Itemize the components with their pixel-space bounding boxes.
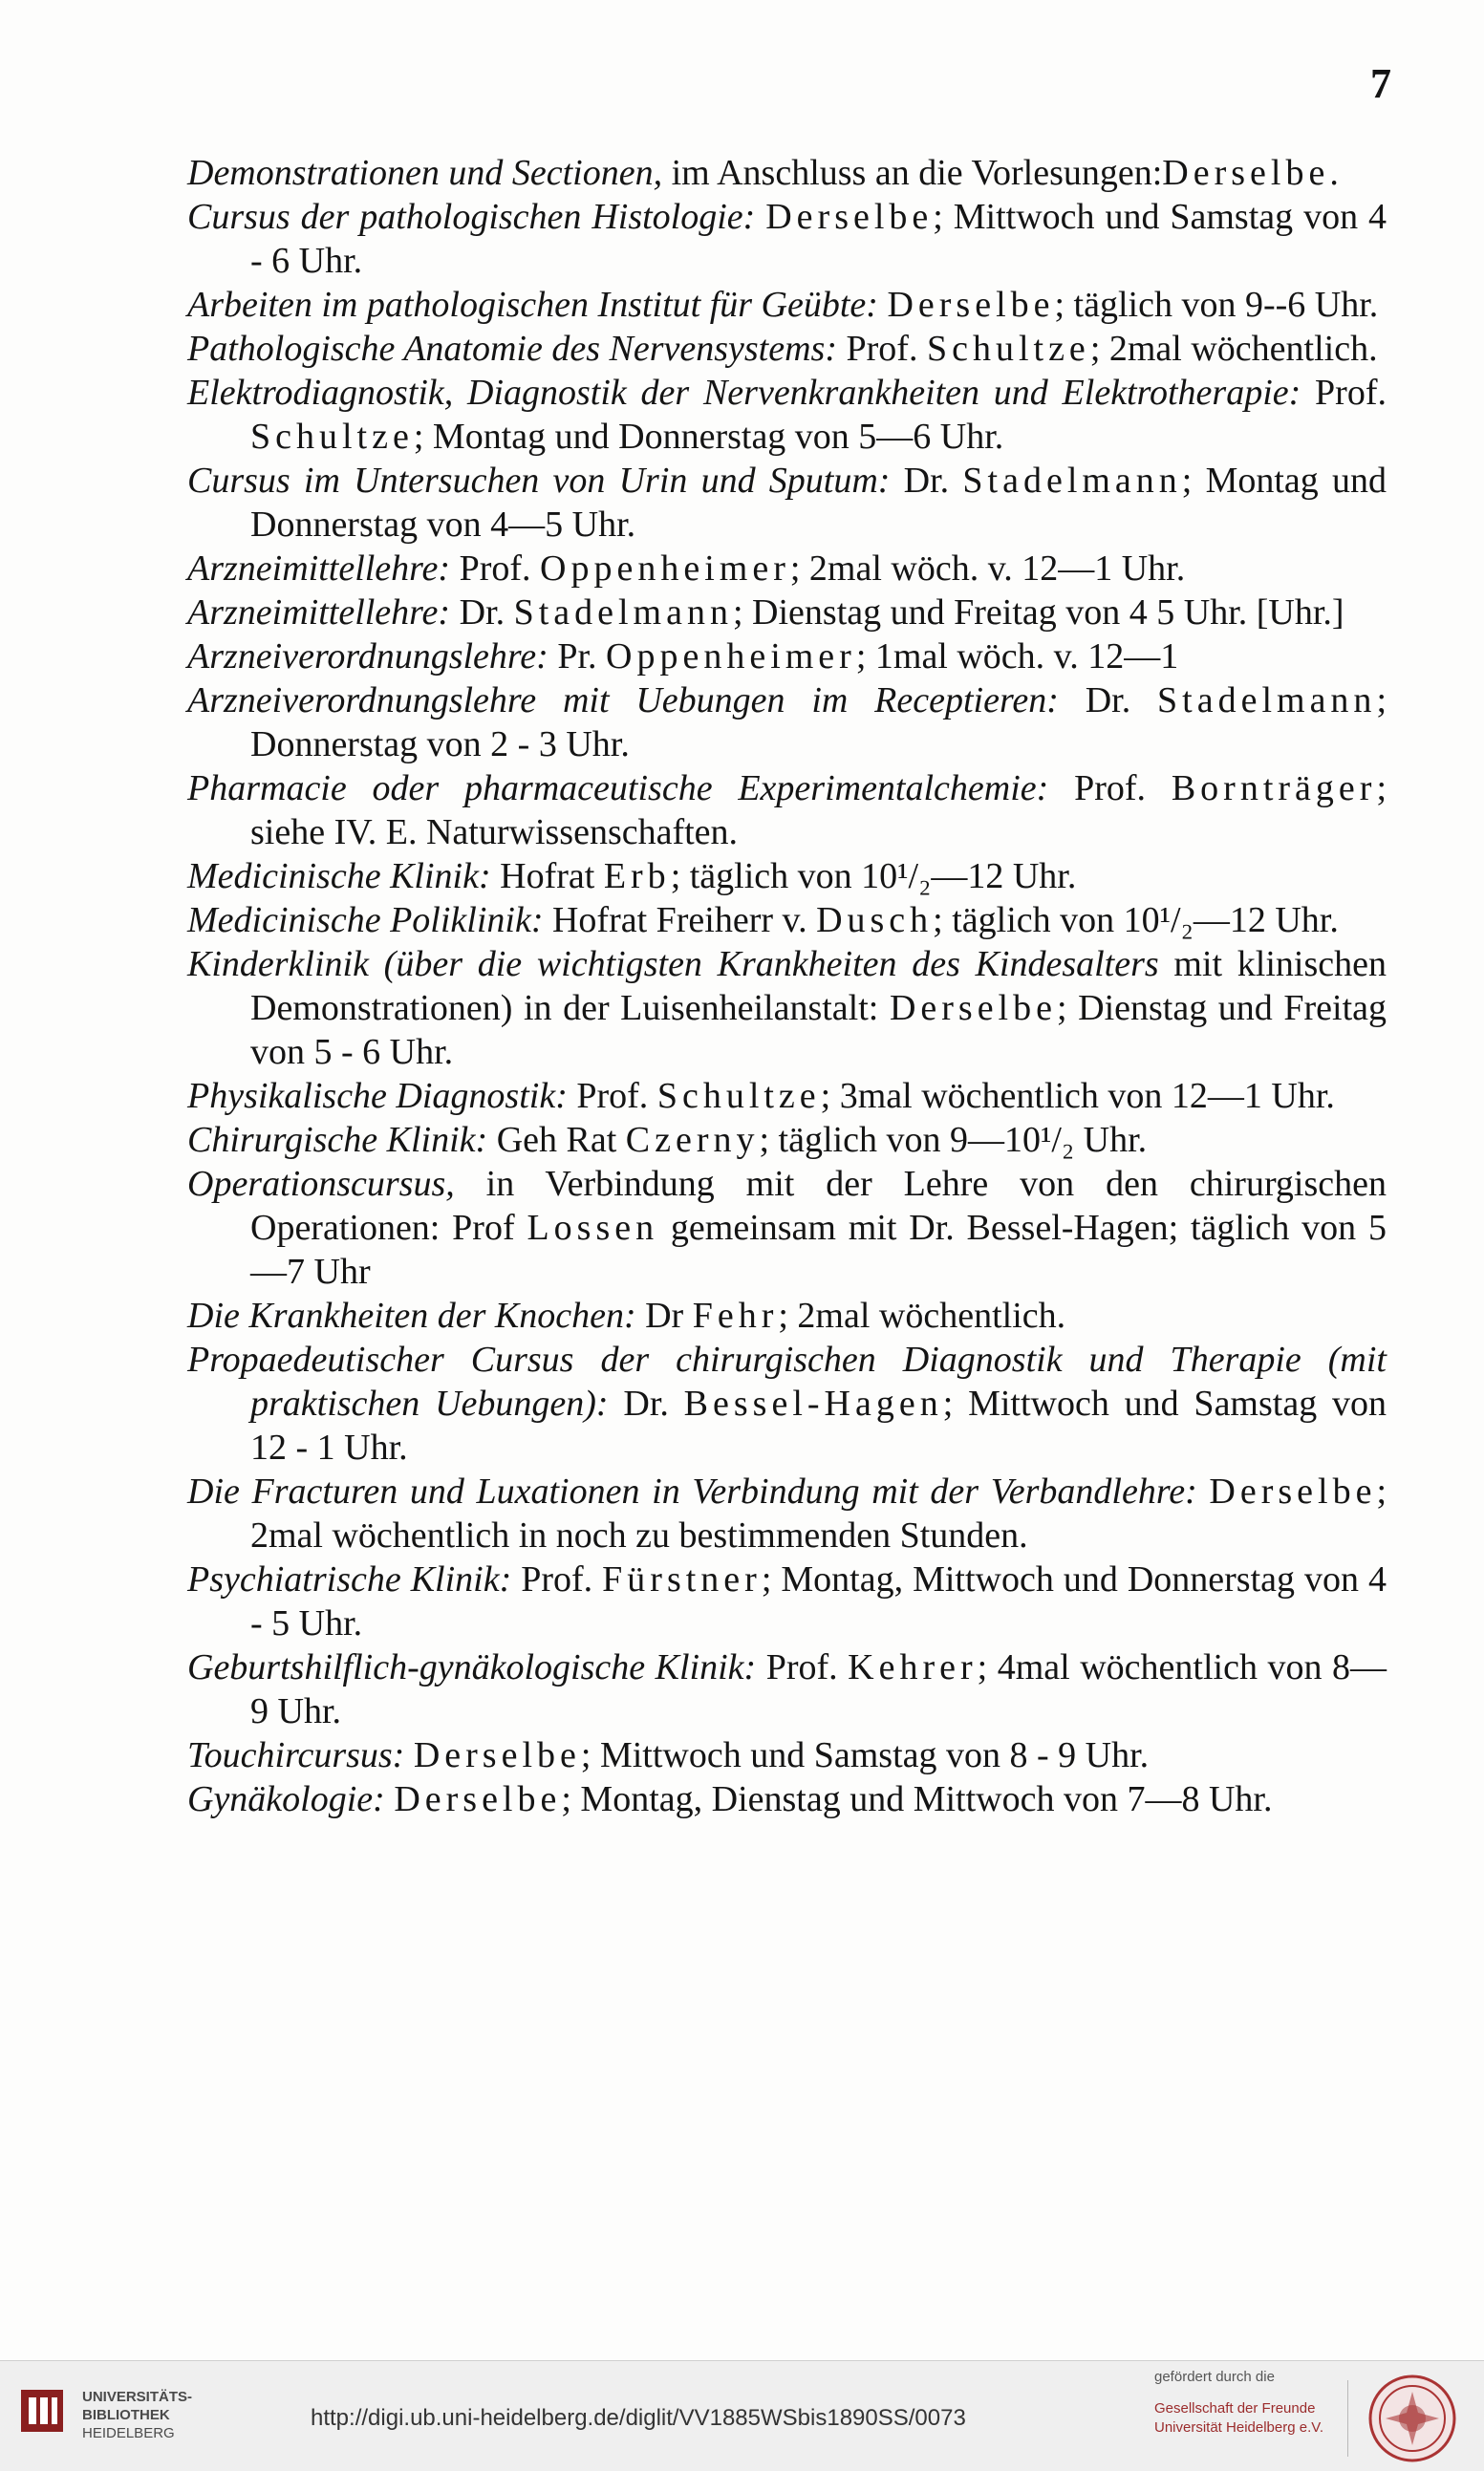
lecture-entry — [187, 1733, 1387, 1777]
lecture-schedule: ; 2mal wöchentlich. — [778, 1296, 1066, 1336]
lecture-text: Prof. — [450, 548, 541, 589]
lecture-entry — [187, 371, 1387, 459]
lecture-schedule: ; Mittwoch und Samstag von 12 - 1 Uhr. — [250, 1384, 1387, 1468]
lecturer-name: Schultze — [926, 329, 1090, 369]
lecture-text: im Anschluss an die Vorlesungen: — [662, 153, 1163, 193]
lecture-text — [385, 1779, 395, 1819]
lecture-text: mit klinischen Demonstrationen) in der Luisenheilanstalt: — [250, 944, 1387, 1028]
lecture-entry — [187, 766, 1387, 854]
lecture-entry — [187, 898, 1387, 942]
lecture-schedule: ; Montag, Mittwoch und Donnerstag von 4 - 5 Uhr. — [250, 1559, 1387, 1644]
lecture-schedule: ; täglich von 10¹/₂—12 Uhr. — [933, 900, 1339, 940]
lecture-schedule: ; Montag und Donnerstag von 4—5 Uhr. — [250, 461, 1387, 545]
lecture-text: Hofrat Freiherr v. — [543, 900, 817, 940]
lecture-text: Prof. — [837, 329, 927, 369]
lecture-text — [404, 1735, 414, 1775]
lecture-entry — [187, 854, 1387, 898]
lecture-schedule: ; Montag und Donnerstag von 5—6 Uhr. — [413, 417, 1004, 457]
lecture-title: Arzneiverordnungslehre mit Uebungen im Receptieren: — [187, 680, 1059, 720]
sponsor-name — [1154, 2399, 1323, 2438]
lecture-text: Prof. — [1048, 768, 1172, 808]
lecture-schedule: ; 2mal wöchentlich. — [1089, 329, 1378, 369]
lecturer-name: Kehrer — [848, 1647, 978, 1687]
lecture-title: Psychiatrische Klinik: — [187, 1559, 512, 1600]
library-logo-icon — [19, 2388, 65, 2434]
lecture-schedule: ; siehe IV. E. Naturwissenschaften. — [250, 768, 1387, 852]
lecture-title: Cursus im Untersuchen von Urin und Sputum: — [187, 461, 891, 501]
lecturer-name: Lossen — [527, 1208, 659, 1248]
lecture-entry — [187, 1558, 1387, 1645]
lecture-title: Propaedeutischer Cursus der chirurgischen Diagnostik und Therapie (mit praktischen Uebungen): — [187, 1340, 1387, 1424]
lecture-schedule: ; 2mal wöch. v. 12—1 Uhr. — [789, 548, 1186, 589]
lecture-entry — [187, 1294, 1387, 1338]
lecture-title: Operationscursus, — [187, 1164, 455, 1204]
lecture-text: in Verbindung mit der Lehre von den chirurgischen Operationen: Prof — [250, 1164, 1387, 1248]
lecturer-name: Schultze — [250, 417, 414, 457]
lecture-text: Dr. — [890, 461, 963, 501]
lecture-text: Dr. — [608, 1384, 684, 1424]
lecture-text: Dr. — [1058, 680, 1158, 720]
lecture-entry — [187, 547, 1387, 591]
lecture-schedule: ; Donnerstag von 2 - 3 Uhr. — [250, 680, 1387, 764]
lecture-title: Elektrodiagnostik, Diagnostik der Nervenkrankheiten und Elektrotherapie: — [187, 373, 1301, 413]
lecture-entry — [187, 459, 1387, 547]
lecturer-name: Derselbe — [765, 197, 934, 237]
lecture-entry — [187, 1777, 1387, 1821]
lecture-schedule: ; Mittwoch und Samstag von 4 - 6 Uhr. — [250, 197, 1387, 281]
page-number: 7 — [1370, 60, 1391, 107]
lecture-schedule: ; Montag, Dienstag und Mittwoch von 7—8 Uhr. — [561, 1779, 1273, 1819]
lecture-title: Arbeiten im pathologischen Institut für Geübte: — [187, 285, 878, 325]
lecturer-name: Derselbe — [394, 1779, 562, 1819]
lecture-text — [1197, 1472, 1210, 1512]
lecturer-name: Stadelmann — [962, 461, 1182, 501]
footer-bar — [0, 2360, 1484, 2471]
lecture-title: Arzneimittellehre: — [187, 592, 451, 633]
lecture-entry — [187, 327, 1387, 371]
lecture-text: Geh Rat — [487, 1120, 626, 1160]
university-seal-icon — [1368, 2374, 1456, 2462]
lecture-title: Medicinische Klinik: — [187, 856, 491, 896]
library-name — [82, 2388, 192, 2442]
lecturer-name: Derselbe — [413, 1735, 581, 1775]
lecture-schedule: ; Mittwoch und Samstag von 8 - 9 Uhr. — [580, 1735, 1150, 1775]
lecture-schedule: ; Dienstag und Freitag von 4 5 Uhr. [Uhr.] — [732, 592, 1344, 633]
lecturer-name: Fürstner — [602, 1559, 762, 1600]
lecture-title: Die Krankheiten der Knochen: — [187, 1296, 636, 1336]
lecture-schedule: ; 1mal wöch. v. 12—1 — [855, 636, 1179, 677]
lecture-text: Prof. — [756, 1647, 849, 1687]
lecture-entry — [187, 283, 1387, 327]
sponsor-name-line1: Gesellschaft der Freunde — [1154, 2400, 1316, 2417]
lecture-title: Arzneiverordnungslehre: — [187, 636, 548, 677]
lecture-schedule: ; täglich von 9--6 Uhr. — [1054, 285, 1379, 325]
lecture-text: Dr. — [450, 592, 514, 633]
lecture-entry — [187, 1338, 1387, 1470]
footer-divider — [1347, 2380, 1348, 2457]
lecture-schedule: ; täglich von 10¹/₂—12 Uhr. — [670, 856, 1077, 896]
lecture-schedule: ; 3mal wöchentlich von 12—1 Uhr. — [820, 1076, 1335, 1116]
library-name-line2: BIBLIOTHEK — [82, 2407, 170, 2423]
lecture-entry — [187, 1645, 1387, 1733]
sponsor-name-line2: Universität Heidelberg e.V. — [1154, 2419, 1324, 2436]
lecture-schedule: ; täglich von 9—10¹/₂ Uhr. — [759, 1120, 1148, 1160]
lecturer-name: Dusch — [816, 900, 934, 940]
lecture-title: Kinderklinik (über die wichtigsten Krankheiten des Kindesalters — [187, 944, 1159, 984]
lecture-text: Prof. — [1301, 373, 1387, 413]
sponsor-label: gefördert durch die — [1154, 2369, 1275, 2385]
lecturer-name: Erb — [603, 856, 671, 896]
lecture-text: Dr — [635, 1296, 693, 1336]
lecture-entry — [187, 634, 1387, 678]
lecture-entry — [187, 151, 1387, 195]
lecturer-name: Derselbe — [887, 285, 1055, 325]
library-name-line1: UNIVERSITÄTS- — [82, 2389, 193, 2405]
lecture-schedule: ; 2mal wöchentlich in noch zu bestimmenden Stunden. — [250, 1472, 1387, 1556]
lecturer-name: Czerny — [625, 1120, 760, 1160]
lecture-entry — [187, 195, 1387, 283]
lecture-entry — [187, 591, 1387, 634]
lecturer-name: Bornträger — [1171, 768, 1377, 808]
lecturer-name: Derselbe — [1209, 1472, 1377, 1512]
lecture-schedule: ; Dienstag und Freitag von 5 - 6 Uhr. — [250, 988, 1387, 1072]
lecture-title: Physikalische Diagnostik: — [187, 1076, 568, 1116]
lecture-schedule: . — [1329, 153, 1339, 193]
lecture-text: Prof. — [567, 1076, 657, 1116]
lecture-schedule: gemeinsam mit Dr. Bessel-Hagen; täglich von 5—7 Uhr — [250, 1208, 1387, 1292]
lecturer-name: Oppenheimer — [606, 636, 856, 677]
lecture-list — [187, 151, 1387, 1821]
lecture-title: Geburtshilflich-gynäkologische Klinik: — [187, 1647, 757, 1687]
lecturer-name: Schultze — [656, 1076, 821, 1116]
lecture-entry — [187, 1470, 1387, 1558]
lecture-title: Pharmacie oder pharmaceutische Experimentalchemie: — [187, 768, 1049, 808]
lecturer-name: Stadelmann — [513, 592, 733, 633]
lecture-title: Touchircursus: — [187, 1735, 405, 1775]
lecture-entry — [187, 1162, 1387, 1294]
lecture-schedule: ; 4mal wöchentlich von 8—9 Uhr. — [250, 1647, 1387, 1731]
lecturer-name: Fehr — [692, 1296, 779, 1336]
lecturer-name: Oppenheimer — [540, 548, 790, 589]
permalink-url[interactable]: http://digi.ub.uni-heidelberg.de/diglit/VV1885WSbis1890SS/0073 — [311, 2405, 966, 2431]
lecturer-name: Derselbe — [1162, 153, 1330, 193]
lecture-title: Chirurgische Klinik: — [187, 1120, 488, 1160]
lecture-entry — [187, 1074, 1387, 1118]
library-name-line3: HEIDELBERG — [82, 2425, 175, 2441]
lecture-entry — [187, 942, 1387, 1074]
lecturer-name: Stadelmann — [1157, 680, 1377, 720]
lecture-title: Arzneimittellehre: — [187, 548, 451, 589]
lecture-title: Medicinische Poliklinik: — [187, 900, 544, 940]
lecture-entry — [187, 678, 1387, 766]
lecture-entry — [187, 1118, 1387, 1162]
lecture-text — [755, 197, 765, 237]
lecture-title: Pathologische Anatomie des Nervensystems: — [187, 329, 837, 369]
lecture-text: Hofrat — [490, 856, 604, 896]
lecture-text: Prof. — [511, 1559, 603, 1600]
lecture-title: Cursus der pathologischen Histologie: — [187, 197, 756, 237]
lecture-title: Gynäkologie: — [187, 1779, 385, 1819]
lecture-title: Demonstrationen und Sectionen, — [187, 153, 663, 193]
lecturer-name: Bessel-Hagen — [683, 1384, 943, 1424]
lecturer-name: Derselbe — [889, 988, 1057, 1028]
lecture-title: Die Fracturen und Luxationen in Verbindung mit der Verbandlehre: — [187, 1472, 1197, 1512]
lecture-text: Pr. — [548, 636, 607, 677]
